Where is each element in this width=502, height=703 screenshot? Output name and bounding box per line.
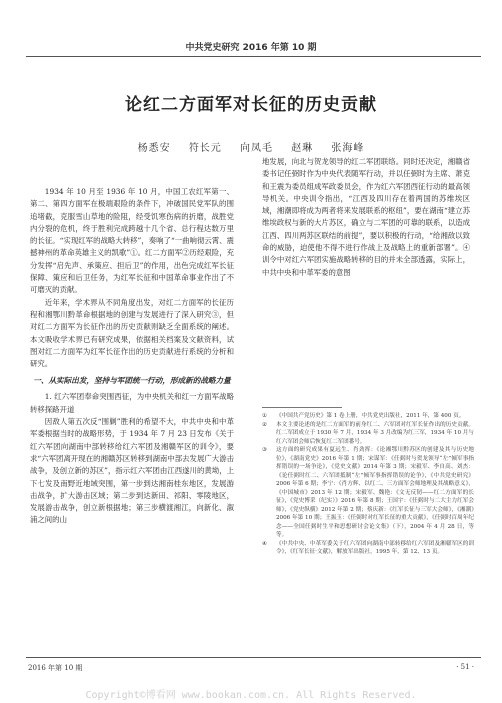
footnote-text: 《中共中央、中革军委关于红六军团向湖南中部转移给红六军团及湘赣军区的训令》，《红军长征·文献》，解放军出版社，1995 年，第 12、13 页。 [276,540,474,555]
right-column [262,156,470,279]
subsection-heading: 1. 红六军团奉命突围西征，为中央机关和红一方面军战略转移探路开道 [30,392,234,414]
issue-label: 2016 年第 10 期 [28,664,83,672]
footnote-text: 《中国共产党历史》第 1 卷上册，中共党史出版社，2011 年，第 400 页。 [276,413,465,419]
article-title: 论红二方面军对长征的历史贡献 [125,95,377,115]
author-name: 向凤毛 [240,143,273,154]
footnote-text: 本文主要论述的是红二方面军的前身红二、六军团对红军长征作出的历史贡献。红二军团成立于 1930 年 7 月，1934 年 3 月改编为红三军，1934 年 10 月与红六军团会师后恢复红二军团番号。 [276,421,474,445]
footer-rule [26,657,481,658]
body-paragraph: 1934 年 10 月至 1936 年 10 月，中国工农红军第一、第二、第四方面军在极端艰险的条件下，冲破国民党军队的围追堵截，克服雪山草地的险阻，经受饥寒伤病的折磨，战胜党内分裂的危机，终于胜利完成跨越十几个省、总行程达数万里的长征。“实现红军的战略大转移”，奏响了“一曲响彻云霄、震撼神州的革命英雄主义的凯歌”①。红二方面军②历经艰险，充分发挥“启先声、承策应、担后卫”的作用，出色完成红军长征保障、策应和后卫任务，为红军长征和中国革命事业作出了不可磨灭的贡献。 [30,187,234,295]
body-paragraph: 因敌人第五次反“围剿”胜利的希望不大，中共中央和中革军委根据当时的战略形势，于 1934 年 7 月 23 日发布《关于红六军团向湖南中部转移给红六军团及湘赣军区的训令》，要求“六军团离开现在的湘赣苏区转移到湖南中部去发展广大游击战争，及创立新的苏区”，指示红六军团由江西遂川的黄坳，上下七发及南野近地域突围，第一步到达湘南桂东地区，发展游击战争，扩大游击区域；第二步到达新田、祁阳、零陵地区，发展游击战争，创立新根据地；第三步横渡湘江，向新化、溆浦之间的山 [30,417,234,525]
footnote-number: ④ [262,540,268,547]
copyright-watermark: Copyright©博看网 www.bookan.com.cn. All Rights Reserved. [85,690,417,701]
left-column [30,186,234,527]
footnote [262,421,474,447]
footnote [262,446,474,540]
page-number: · 51 · [456,663,474,671]
footnote [262,540,474,557]
footnote-number: ① [262,413,268,419]
footnote-rule [262,407,342,408]
author-name: 赵琳 [291,143,314,154]
journal-header: 中共党史研究 2016 年第 10 期 [185,43,317,53]
footnote-number: ③ [262,447,268,453]
author-list [0,139,502,154]
footnote-number: ② [262,421,268,428]
footnote-text: 这方面的研究成果有夏远生、肖劲挥：《论湘鄂川黔苏区的创建及其与历史地位》，《湖南党史》2016 年第 1 期；宋谋军：《任弼时与贺龙领导“左”倾军事指挥错误的一场争论》，《党史文献》2014 年第 3 期；宋毅军、李自高、刘杰：《论任弼时红二、六军团抵制“左”倾军事指挥错误的论争》，《中共党史研究》2006 年第 6 期；李宁：《肖方辉、以红二、三方面军会师地理及其战略意义》，《中国城市》2013 年 12 期；宋毅军、魏艳：《文无反韧——红二方面军的长征》，《党史博采（纪实）》2016 年第 8 期；王国宇：《任弼时与二大主力红军会师》，《党史纵横》2012 年第 2 期；蔡庆新：《红军长征与三军大会师》，《湘潮》2006 年第 10 期；王振玉：《任弼时对红军长征的重大贡献》，《任弼时百周年纪念——全国任弼时生平和思想研讨会论文集》（下），2004 年 4 月 28 日，等等。 [276,447,474,538]
footnote [262,412,474,421]
header-rule [26,56,481,57]
body-paragraph: 地发展，向北与贺龙领导的红二军团联络。同时还决定，湘赣省委书记任弼时作为中央代表随军行动，并以任弼时为主席、萧克和王震为委员组成军政委员会，作为红六军团西征行动的最高领导机关。中央训令指出，“江西及四川存在着两国的苏维埃区域，湘潮即将成为两者将来发展联系的枢纽”，要在湖南“建立苏维埃政权与新的大片苏区，确立与二军团的可靠的联系，以造成江西、四川两苏区联结的前提”，要以积极的行动，“给湘敌以致命的威胁，迫使他不得不进行作战上及战略上的重新部署”。④训令中对红六军团实施战略转移的目的并未全部透露，实际上，中共中央和中革军委的意图 [262,157,470,277]
author-name: 杨悉安 [137,143,171,154]
section-heading: 一、从实际出发，坚持与军团统一行动，形成新的战略力量 [33,376,231,386]
author-name: 张海峰 [331,143,365,154]
footnotes [262,412,474,557]
author-name: 符长元 [188,143,222,154]
body-paragraph: 近年来，学术界从不同角度出发，对红二方面军的长征历程和湘鄂川黔革命根据地的创建与发展进行了深入研究③，但对红二方面军为长征作出的历史贡献则缺乏全面系统的阐述。本文吸收学术界已有研究成果，依据相关档案及文献资料，试图对红二方面军为红军长征作出的历史贡献进行系统的分析和研究。 [30,297,234,369]
